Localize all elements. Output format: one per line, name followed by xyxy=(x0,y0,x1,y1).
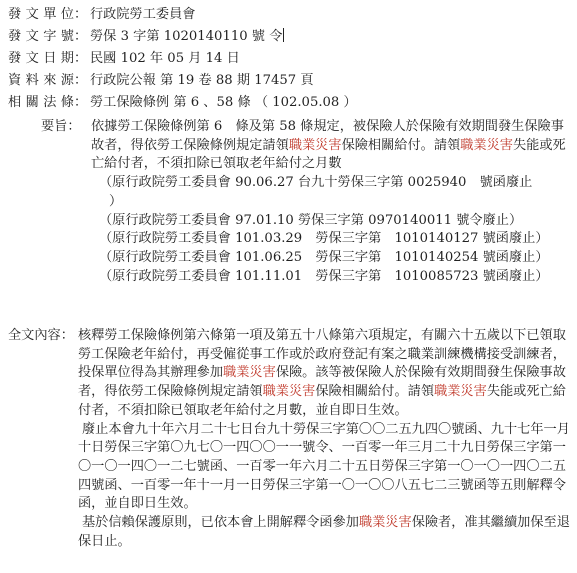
p1-text-b: 保險。該等被保險人於保險有效期間發生保險事故者，得依勞工保險條例規定請領 xyxy=(78,365,566,400)
fulltext-paragraph-1 xyxy=(78,327,570,421)
highlight-keyword: 職業災害 xyxy=(223,365,276,381)
meta-colon: ： xyxy=(74,7,88,22)
p1-text-c: 保險相關給付。請領 xyxy=(315,384,435,400)
fulltext-section xyxy=(78,327,570,551)
fulltext-paragraph-2: 廢止本會九十年六月二十七日台九十勞保三字第〇〇二五九四〇號函、九十七年一月十日勞保三字第〇九七〇一四〇〇一一號令、一百零一年三月二十九日勞保三字第一〇一〇一四〇一二七號函、一百零一年六月二十五日勞保三字第一〇一〇一四〇二五四號函、一百零一年十一月一日勞保三字第一〇一〇〇八五七二三號函等五則解釋令函，並自即日生效。 xyxy=(78,421,570,512)
meta-label: 發文日期 xyxy=(8,51,74,66)
fulltext-label: 全文內容： xyxy=(8,328,74,343)
gist-text xyxy=(91,118,571,174)
meta-value xyxy=(90,26,284,48)
repeal-note: （原行政院勞工委員會 90.06.27 台九十勞保三字第 0025940 號函廢止 xyxy=(99,175,533,191)
meta-value: 行政院勞工委員會 xyxy=(90,7,196,22)
highlight-keyword: 職業災害 xyxy=(288,137,342,153)
gist-text-c: 失能或死亡給付者，不須扣除已領取老年給付之月數 xyxy=(91,137,566,172)
p1-text-a: 核釋勞工保險條例第六條第一項及第五十八條第六項規定，有關六十五歲以下已領取勞工保險老年給付，再受僱從事工作或於政府登記有案之職業訓練機構接受訓練者，投保單位得為其辦理參加 xyxy=(78,328,566,381)
gist-text-a: 依據勞工保險條例第 6 條及第 58 條規定，被保險人於保險有效期間發生保險事故者，得依勞工保險條例規定請領 xyxy=(91,119,564,153)
repeal-note: （原行政院勞工委員會 97.01.10 勞保三字第 0970140011 號令廢止） xyxy=(99,212,523,228)
meta-value: 民國 102 年 05 月 14 日 xyxy=(90,51,240,66)
meta-colon: ： xyxy=(74,95,88,110)
highlight-keyword: 職業災害 xyxy=(358,515,412,531)
repeal-note: （原行政院勞工委員會 101.03.29 勞保三字第 1010140127 號函廢止） xyxy=(99,231,549,247)
meta-colon: ： xyxy=(74,73,88,88)
repeal-note: （原行政院勞工委員會 101.11.01 勞保三字第 1010085723 號函廢止） xyxy=(99,268,549,284)
gist-text-b: 保險相關給付。請領 xyxy=(341,137,461,153)
repeal-note: （原行政院勞工委員會 101.06.25 勞保三字第 1010140254 號函廢止） xyxy=(99,249,549,265)
meta-value: 勞工保險條例 第 6 、58 條 （ 102.05.08 ） xyxy=(90,95,357,110)
meta-label: 發文單位 xyxy=(8,7,74,22)
meta-colon: ： xyxy=(74,51,88,66)
p3-text-a: 基於信賴保護原則，已依本會上開解釋令函參加 xyxy=(82,515,359,531)
meta-label: 相關法條 xyxy=(8,95,74,110)
fulltext-paragraph-3 xyxy=(78,514,570,551)
highlight-keyword: 職業災害 xyxy=(434,384,487,400)
p1-text-d: 失能或死亡給付者，不須扣除已領取老年給付之月數，並自即日生效。 xyxy=(78,384,566,418)
highlight-keyword: 職業災害 xyxy=(262,384,316,400)
text-cursor xyxy=(283,28,284,42)
gist-label: 要旨： xyxy=(41,119,81,134)
meta-colon: ： xyxy=(74,29,88,44)
repeal-note: ） xyxy=(109,193,123,209)
meta-label: 資料來源 xyxy=(8,73,74,88)
gist-section xyxy=(91,118,571,286)
p3-text-b: 保險者，准其繼續加保至退保日止。 xyxy=(78,515,570,549)
highlight-keyword: 職業災害 xyxy=(460,137,513,153)
meta-value: 行政院公報 第 19 卷 88 期 17457 頁 xyxy=(90,73,314,88)
meta-label: 發文字號 xyxy=(8,29,74,44)
doc-number-text: 勞保 3 字第 1020140110 號 令 xyxy=(90,29,283,44)
